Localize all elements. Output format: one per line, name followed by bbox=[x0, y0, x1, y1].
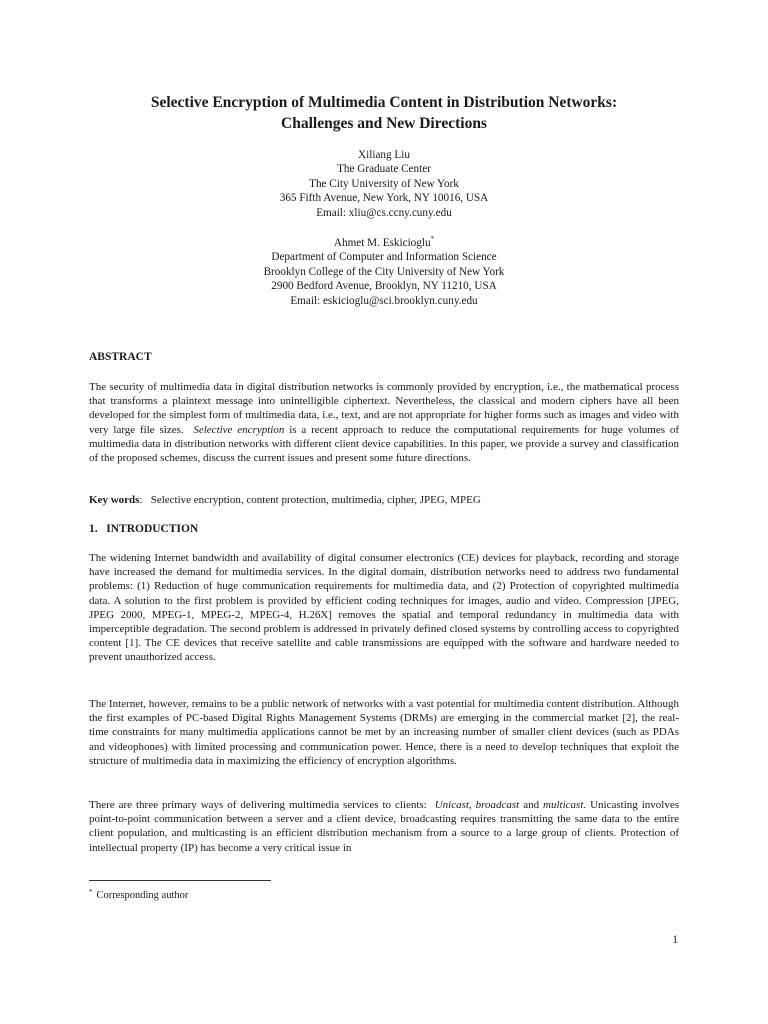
paper-title bbox=[60, 92, 708, 134]
intro-p3-multicast: multicast bbox=[543, 799, 584, 811]
introduction-paragraph-3 bbox=[89, 798, 679, 855]
author-1-affiliation-2: The City University of New York bbox=[309, 177, 459, 190]
author-2-department: Department of Computer and Information Science bbox=[271, 251, 497, 264]
footnote-rule bbox=[89, 880, 271, 881]
introduction-heading bbox=[89, 522, 679, 536]
intro-p3-sep1: , bbox=[468, 799, 476, 811]
intro-p3-before: There are three primary ways of delivering multimedia services to clients: bbox=[89, 799, 427, 811]
author-2-college: Brooklyn College of the City University of New York bbox=[263, 265, 505, 278]
author-1-email: Email: xliu@cs.ccny.cuny.edu bbox=[316, 206, 452, 219]
introduction-paragraph-2-text: The Internet, however, remains to be a public network of networks with a vast potential for multimedia content distribution. Although the first examples of PC-based Digital Rights Management Systems (DRMs) are emerging in the commercial market [2], the real-time constraints for many multimedia applications cannot be met by an increasing number of smaller client devices (such as PDAs and videophones) with limited processing and communication power. Hence, there is a need to develop techniques that exploit the structure of multimedia data in maximizing the efficiency of encryption algorithms. bbox=[89, 698, 679, 767]
intro-p3-broadcast: broadcast bbox=[475, 799, 520, 811]
author-1-affiliation-1: The Graduate Center bbox=[337, 163, 431, 176]
corresponding-marker: * bbox=[430, 235, 435, 244]
abstract-heading bbox=[89, 350, 679, 364]
author-1-name: Xiliang Liu bbox=[358, 149, 410, 161]
intro-p3-after: . Unicasting involves point-to-point communication between a server and a client device, broadcasting requires transmitting the same data to the entire client population, and multicasting is an efficient distribution mechanism from a source to a large group of clients. Protection of intellectual property (IP) has become a very critical issue in bbox=[89, 799, 680, 854]
title-line-2: Challenges and New Directions bbox=[281, 115, 487, 132]
footnote bbox=[89, 886, 188, 902]
abstract-paragraph bbox=[89, 380, 679, 465]
author-2-email: Email: eskicioglu@sci.brooklyn.cuny.edu bbox=[290, 294, 478, 307]
abstract-text-after: is a recent approach to reduce the computational requirements for huge volumes of multimedia data in distribution networks with different client device capabilities. In this paper, we provide a survey and classification of the proposed schemes, discuss the current issues and present some future directions. bbox=[89, 423, 680, 465]
title-line-1: Selective Encryption of Multimedia Content in Distribution Networks: bbox=[150, 94, 618, 111]
intro-p3-and: and bbox=[519, 799, 544, 811]
author-2-address: 2900 Bedford Avenue, Brooklyn, NY 11210, USA bbox=[271, 280, 497, 293]
abstract-emphasis: Selective encryption bbox=[193, 423, 285, 436]
introduction-paragraph-1 bbox=[89, 551, 679, 665]
abstract-text-before: The security of multimedia data in digital distribution networks is commonly provided by encryption, i.e., the mathematical process that transforms a plaintext message into unintelligible ciphertext. Nevertheless, the classical and modern ciphers have all been developed for the simplest form of multimedia data, i.e., text, and are not appropriate for higher forms such as images and video with very large file sizes. bbox=[89, 381, 679, 436]
abstract-heading-text: ABSTRACT bbox=[89, 351, 152, 363]
author-2-name: Ahmet M. Eskicioglu bbox=[333, 237, 431, 250]
introduction-paragraph-2 bbox=[89, 697, 679, 768]
footnote-marker: * bbox=[89, 888, 93, 896]
keywords-line: Key words: Selective encryption, content protection, multimedia, cipher, JPEG, MPEG bbox=[89, 494, 481, 506]
author-2 bbox=[60, 232, 708, 308]
author-block bbox=[60, 148, 708, 308]
intro-p3-unicast: Unicast bbox=[434, 799, 469, 811]
author-1-address: 365 Fifth Avenue, New York, NY 10016, USA bbox=[279, 192, 489, 205]
introduction-paragraph-1-text: The widening Internet bandwidth and availability of digital consumer electronics (CE) devices for playback, recording and storage have increased the demand for multimedia services. In the digital domain, distribution networks need to address two fundamental problems: (1) Reduction of huge communication requirements for multimedia data, and (2) Protection of copyrighted multimedia data. A solution to the first problem is provided by efficient coding techniques for images, audio and video. Compression [JPEG, JPEG 2000, MPEG-1, MPEG-2, MPEG-4, H.26X] removes the spatial and temporal redundancy in multimedia data with imperceptible degradation. The second problem is addressed in privately defined closed systems by controlling access to copyrighted content [1]. The CE devices that receive satellite and cable transmissions are equipped with the software and hardware needed to prevent unauthorized access. bbox=[89, 552, 679, 664]
introduction-heading-text: 1. INTRODUCTION bbox=[89, 523, 199, 535]
author-1 bbox=[60, 148, 708, 220]
keywords-text: Selective encryption, content protection, multimedia, cipher, JPEG, MPEG bbox=[150, 494, 481, 506]
author-2-name-line bbox=[60, 232, 708, 250]
page-number: 1 bbox=[672, 934, 678, 946]
keywords-label: Key words bbox=[89, 494, 140, 506]
footnote-text: Corresponding author bbox=[96, 890, 189, 901]
